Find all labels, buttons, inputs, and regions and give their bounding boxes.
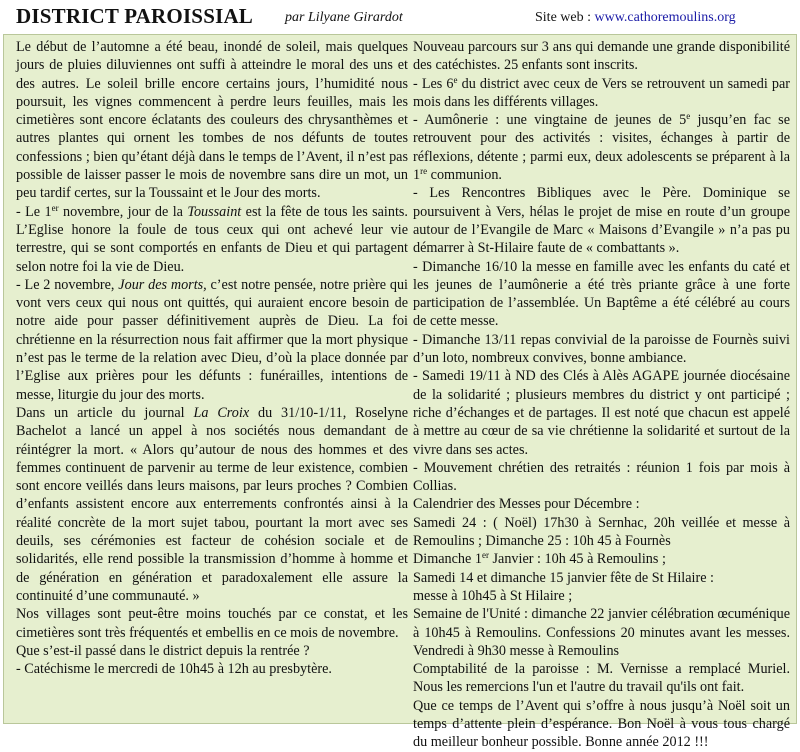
right-column (413, 38, 790, 752)
paragraph-conclusion: Que ce temps de l’Avent qui s’offre à nous jusqu’à Noël soit un temps d’attente plein d’espérance. Bon Noël à vous tous chargé du meilleur bonheur possible. Bonne année 2012 !!! (413, 697, 790, 751)
calendar-janvier-1: Dimanche 1er Janvier : 10h 45 à Remoulins ; (413, 550, 666, 568)
paragraph-rencontres-bibliques: - Les Rencontres Bibliques avec le Père. Dominique se poursuivent à Vers, hélas le projet de mise en route d’un groupe autour de l’Evangile de Marc « Maisons d’Evangile » n’a pas pu démarrer à St-Hilaire faute de « combattants ». (413, 185, 790, 257)
section-title: DISTRICT PAROISSIAL (16, 4, 254, 28)
website-link[interactable]: www.cathoremoulins.org (594, 10, 736, 25)
website-label: Site web : (535, 10, 591, 25)
paragraph-villages: Nos villages sont peut-être moins touchés par ce constat, et les cimetières sont très fréquentés et embellis en ce mois de novembre. (16, 606, 408, 641)
left-column (16, 38, 408, 678)
calendar-st-hilaire: Samedi 14 et dimanche 15 janvier fête de St Hilaire : (413, 569, 714, 586)
paragraph-comptabilite: Comptabilité de la paroisse : M. Vernisse a remplacé Muriel. Nous les remercions l'un et l'autre du travail qu'ils ont fait. (413, 661, 790, 696)
paragraph-catechisme: - Catéchisme le mercredi de 10h45 à 12h au presbytère. (16, 661, 332, 678)
website (535, 10, 736, 26)
paragraph-retraites: - Mouvement chrétien des retraités : réunion 1 fois par mois à Collias. (413, 459, 790, 495)
paragraph-aumonerie: - Aumônerie : une vingtaine de jeunes de 5e jusqu’en fac se retrouvent pour des activités : visites, échanges à partir de réflexions, détente ; parmi eux, deux adolescents se préparent à la 1re communion. (413, 111, 791, 184)
paragraph-la-croix: Dans un article du journal La Croix du 31/10-1/11, Roselyne Bachelot a lancé un appel à nos sociétés nous demandant de réintégrer la mort. « Alors qu’autour de nous des hommes et des femmes continuent de parvenir au terme de leur existence, combien sont encore veillés dans leurs maisons, par leurs proches ? Combien d’enfants assistent encore aux enterrements confrontés ainsi à la réalité concrète de la mort sujet tabou, pourtant la mort avec ses deuils, ses cérémonies est facteur de cohésion sociale et de solidarités, elle rend possible la transmission d’homme à homme et de génération en génération et paradoxalement elle assure la continuité d’une communauté. » (16, 404, 408, 604)
paragraph-repas-fournes: - Dimanche 13/11 repas convivial de la paroisse de Fournès suivi d’un loto, nombreux convives, bonne ambiance. (413, 331, 790, 367)
paragraph-toussaint: - Le 1er novembre, jour de la Toussaint est la fête de tous les saints. L’Eglise honore la foule de tous ceux qui ont achevé leur vie terrestre, qui se sont comportés en enfants de Dieu et qui partagent selon notre foi la vie de Dieu. (16, 202, 408, 275)
paragraph-jour-des-morts: - Le 2 novembre, Jour des morts, c’est notre pensée, notre prière qui vont vers ceux qui nous ont quittés, qui auraient encore besoin de notre aide pour passer définitivement auprès de Dieu. La foi chrétienne en la résurrection nous fait affirmer que la mort physique n’est pas le terme de la relation avec Dieu, d’où la place donnée par l’Eglise aux prières pour les défunts : funérailles, intentions de messe, liturgie du jour des morts. (16, 276, 408, 403)
paragraph-agape: - Samedi 19/11 à ND des Clés à Alès AGAPE journée diocésaine de la solidarité ; plusieurs membres du district y ont participé ; riche d’échanges et de partages. Il est noté que chacun est appelé à mettre au cœur de sa vie chrétienne la solidarité et surtout de la vivre dans ses actes. (413, 368, 790, 458)
article-box (3, 34, 797, 751)
paragraph-question: Que s’est-il passé dans le district depuis la rentrée ? (16, 642, 310, 659)
paragraph-intro: Le début de l’automne a été beau, inondé de soleil, mais quelques jours de pluies diluviennes ont suffi à atteindre le moral des uns et des autres. Le soleil brille encore certains jours, l’humidité nous poursuit, les vignes commencent à perdre leurs feuilles, mais les cimetières sont encore éclatants des couleurs des chrysanthèmes et autres plantes qui ornent les tombes de nos défunts de toutes confessions ; bien qu’étant déjà dans le temps de l’Avent, il n’est pas possible de laisser passer le mois de novembre sans dire un mot, un peu tardif certes, sur la Toussaint et le Jour des morts. (16, 39, 408, 202)
header (0, 0, 800, 33)
calendar-unite: Semaine de l'Unité : dimanche 22 janvier célébration œcuménique à 10h45 à Remoulins. Confessions 20 minutes avant les messes. Vendredi à 9h30 messe à Remoulins (413, 606, 790, 659)
paragraph-parcours: Nouveau parcours sur 3 ans qui demande une grande disponibilité des catéchistes. 25 enfants sont inscrits. (413, 39, 790, 74)
paragraph-sixiemes: - Les 6e du district avec ceux de Vers se retrouvent un samedi par mois dans les différents villages. (413, 74, 790, 110)
calendar-heading: Calendrier des Messes pour Décembre : (413, 496, 640, 513)
paragraph-messe-famille: - Dimanche 16/10 la messe en famille avec les enfants du caté et les jeunes de l’aumônerie a été très priante grâce à une forte participation de l’assemblée. Un Baptême a été célébré au cours de cette messe. (413, 258, 790, 330)
calendar-noel: Samedi 24 : ( Noël) 17h30 à Sernhac, 20h veillée et messe à Remoulins ; Dimanche 25 : 10h 45 à Fournès (413, 514, 790, 550)
author-byline: par Lilyane Girardot (285, 10, 403, 25)
calendar-st-hilaire-messe: messe à 10h45 à St Hilaire ; (413, 587, 573, 604)
